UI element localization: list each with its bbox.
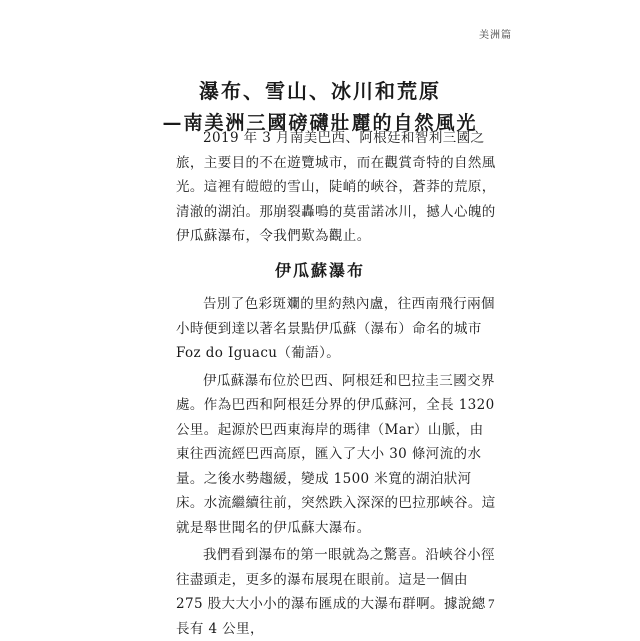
paragraph-1: 告別了色彩斑斕的里約熱內盧，往西南飛行兩個小時便到達以著名景點伊瓜蘇（瀑布）命名的城市 Foz do Iguacu（葡語）。 — [176, 296, 495, 361]
intro-text — [176, 126, 496, 249]
page-number: 7 — [488, 596, 495, 611]
running-header: 美洲篇 — [479, 30, 512, 41]
paragraph-3: 我們看到瀑布的第一眼就為之驚喜。沿峽谷小徑往盡頭走，更多的瀑布展現在眼前。這是一個由 275 股大大小小的瀑布匯成的大瀑布群啊。據說總長有 4 公里， — [176, 547, 495, 637]
chapter-title: 瀑布、雪山、冰川和荒原 — [199, 79, 441, 103]
intro-paragraph: 2019 年 3 月南美巴西、阿根廷和智利三國之旅，主要目的不在遊覽城市，而在觀賞奇特的自然風光。這裡有皚皚的雪山，陡峭的峽谷，蒼莽的荒原，清澈的湖泊。那崩裂轟鳴的莫雷諾冰川，撼人心魄的伊瓜蘇瀑布，令我們歎為觀止。 — [176, 130, 496, 244]
paragraph-2: 伊瓜蘇瀑布位於巴西、阿根廷和巴拉圭三國交界處。作為巴西和阿根廷分界的伊瓜蘇河，全長 1320 公里。起源於巴西東海岸的瑪律（Mar）山脈，由東往西流經巴西高原，匯入了大小 30 條河流的水量。之後水勢趨緩，變成 1500 米寬的湖泊狀河床。水流繼續往前，突然跌入深深的巴拉那峽谷。這就是舉世聞名的伊瓜蘇大瀑布。 — [176, 372, 496, 536]
chapter-subtitle: —南美洲三國磅礴壯麗的自然風光 — [162, 112, 478, 134]
section-body — [176, 292, 496, 641]
section-heading: 伊瓜蘇瀑布 — [274, 261, 365, 280]
